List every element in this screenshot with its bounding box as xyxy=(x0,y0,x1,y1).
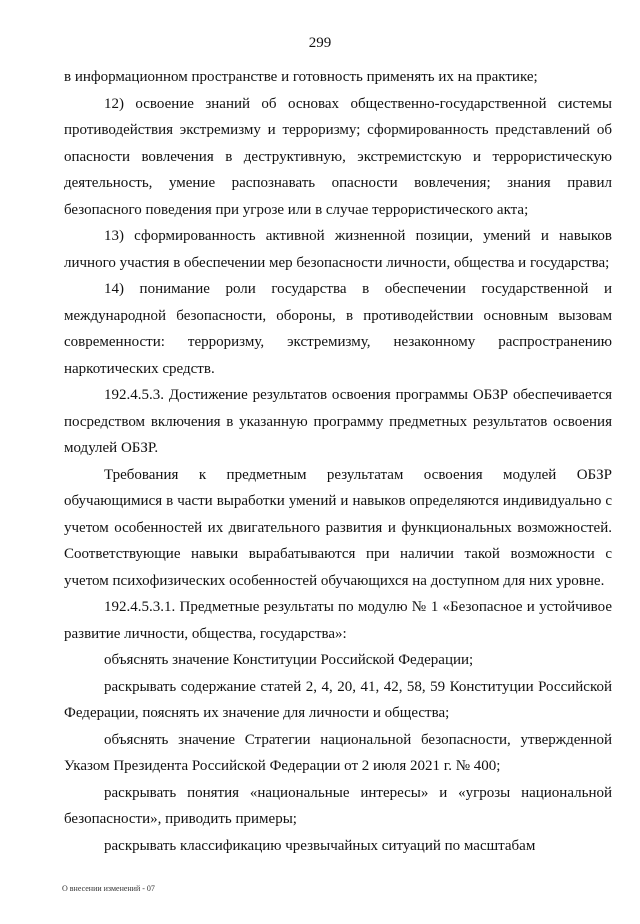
body-text xyxy=(64,64,612,859)
paragraph: раскрывать классификацию чрезвычайных ситуаций по масштабам xyxy=(104,837,536,854)
footer-note: О внесении изменений - 07 xyxy=(62,884,155,893)
paragraph: 192.4.5.3.1. Предметные результаты по модулю № 1 «Безопасное и устойчивое развитие личности, общества, государства»: xyxy=(64,599,612,642)
paragraph: объяснять значение Стратегии национальной безопасности, утвержденной Указом Президента Российской Федерации от 2 июля 2021 г. № 400; xyxy=(64,731,612,774)
paragraph: 14) понимание роли государства в обеспечении государственной и международной безопасности, обороны, в противодействии основным вызовам современности: терроризму, экстремизму, незаконному распространению наркотических средств. xyxy=(64,281,612,377)
paragraph: Требования к предметным результатам освоения модулей ОБЗР обучающимися в части выработки умений и навыков определяются индивидуально с учетом особенностей их двигательного развития и функциональных возможностей. Соответствующие навыки вырабатываются при наличии такой возможности с учетом психофизических особенностей обучающихся на доступном для них уровне. xyxy=(64,466,612,589)
paragraph: 13) сформированность активной жизненной позиции, умений и навыков личного участия в обеспечении мер безопасности личности, общества и государства; xyxy=(64,228,612,271)
paragraph: 192.4.5.3. Достижение результатов освоения программы ОБЗР обеспечивается посредством включения в указанную программу предметных результатов освоения модулей ОБЗР. xyxy=(64,387,612,456)
paragraph: раскрывать понятия «национальные интересы» и «угрозы национальной безопасности», приводить примеры; xyxy=(64,784,612,827)
paragraph: объяснять значение Конституции Российской Федерации; xyxy=(104,652,474,668)
paragraph: 12) освоение знаний об основах общественно-государственной системы противодействия экстремизму и терроризму; сформированность представлений об опасности вовлечения в деструктивную, экстремистскую и террористическую деятельность, умение распознавать опасности вовлечения; знания правил безопасного поведения при угрозе или в случае террористического акта; xyxy=(64,95,612,218)
paragraph: в информационном пространстве и готовность применять их на практике; xyxy=(64,69,538,85)
page-number: 299 xyxy=(308,35,332,51)
paragraph: раскрывать содержание статей 2, 4, 20, 41, 42, 58, 59 Конституции Российской Федерации, пояснять их значение для личности и общества; xyxy=(64,678,612,721)
